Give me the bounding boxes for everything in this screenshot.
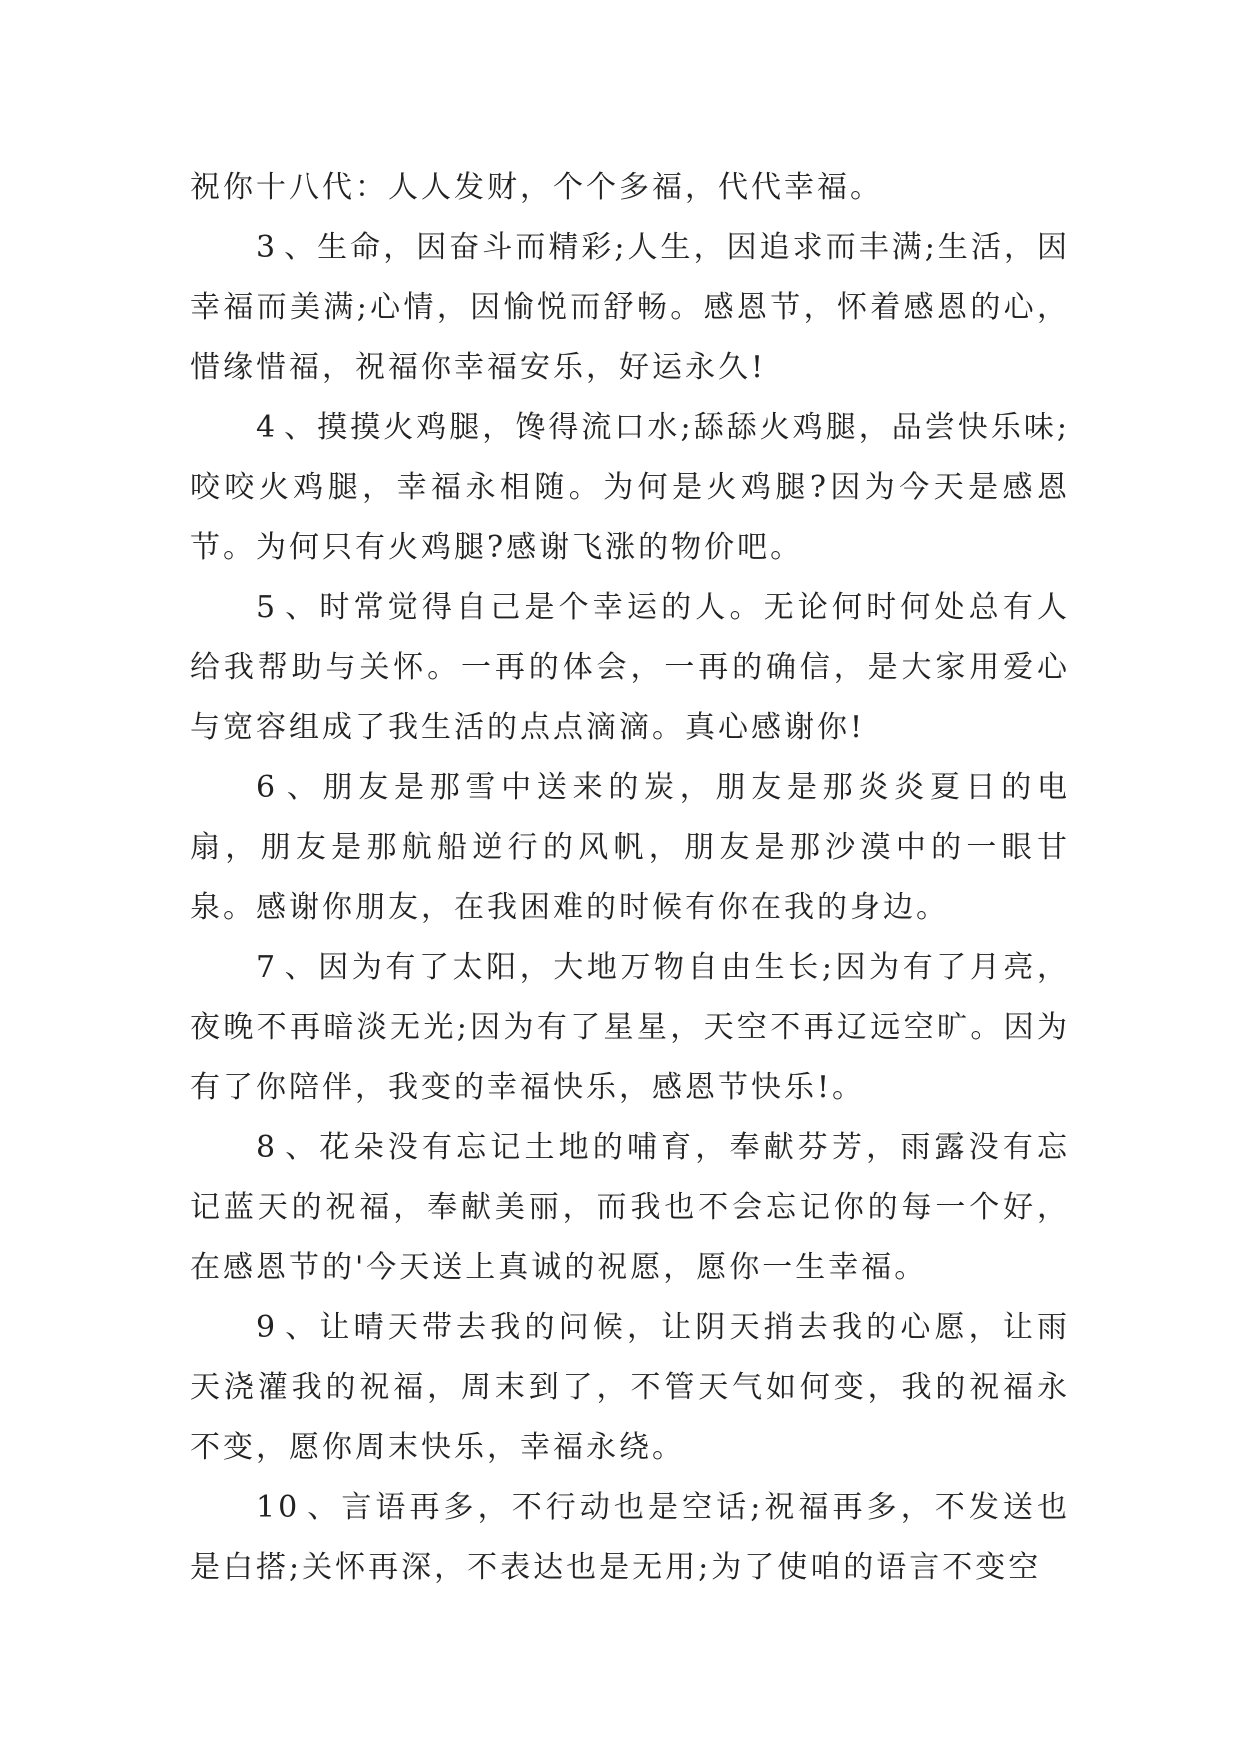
paragraph-text: 祝你十八代：人人发财，个个多福，代代幸福。 xyxy=(190,170,883,205)
paragraph-text: 、摸摸火鸡腿，馋得流口水;舔舔火鸡腿，品尝快乐味;咬咬火鸡腿，幸福永相随。为何是火鸡腿?因为今天是感恩节。为何只有火鸡腿?感谢飞涨的物价吧。 xyxy=(190,410,1070,565)
item-number: 9 xyxy=(256,1310,279,1345)
paragraph-text: 、生命，因奋斗而精彩;人生，因追求而丰满;生活，因幸福而美满;心情，因愉悦而舒畅。感恩节，怀着感恩的心，惜缘惜福，祝福你幸福安乐，好运永久! xyxy=(190,230,1070,385)
item-number: 6 xyxy=(256,770,279,805)
paragraph-text: 、让晴天带去我的问候，让阴天捎去我的心愿，让雨天浇灌我的祝福，周末到了，不管天气如何变，我的祝福永不变，愿你周末快乐，幸福永绕。 xyxy=(190,1310,1070,1465)
item-number: 5 xyxy=(256,590,279,625)
item-number: 8 xyxy=(256,1130,279,1165)
paragraph-text: 、花朵没有忘记土地的哺育，奉献芬芳，雨露没有忘记蓝天的祝福，奉献美丽，而我也不会忘记你的每一个好，在感恩节的'今天送上真诚的祝愿，愿你一生幸福。 xyxy=(190,1130,1070,1285)
paragraph-item-5 xyxy=(190,578,1070,758)
paragraph-continuation xyxy=(190,158,1070,218)
paragraph-item-3 xyxy=(190,218,1070,398)
item-number: 4 xyxy=(256,410,279,445)
paragraph-item-4 xyxy=(190,398,1070,578)
paragraph-item-7 xyxy=(190,938,1070,1118)
item-number: 7 xyxy=(256,950,279,985)
item-number: 10 xyxy=(256,1490,301,1525)
paragraph-text: 、言语再多，不行动也是空话;祝福再多，不发送也是白搭;关怀再深，不表达也是无用;为了使咱的语言不变空 xyxy=(190,1490,1070,1585)
paragraph-text: 、因为有了太阳，大地万物自由生长;因为有了月亮，夜晚不再暗淡无光;因为有了星星，天空不再辽远空旷。因为有了你陪伴，我变的幸福快乐，感恩节快乐!。 xyxy=(190,950,1070,1105)
paragraph-item-9 xyxy=(190,1298,1070,1478)
paragraph-text: 、时常觉得自己是个幸运的人。无论何时何处总有人给我帮助与关怀。一再的体会，一再的确信，是大家用爱心与宽容组成了我生活的点点滴滴。真心感谢你! xyxy=(190,590,1070,745)
document-body xyxy=(190,158,1070,1598)
item-number: 3 xyxy=(256,230,279,265)
paragraph-item-10 xyxy=(190,1478,1070,1598)
paragraph-item-6 xyxy=(190,758,1070,938)
paragraph-text: 、朋友是那雪中送来的炭，朋友是那炎炎夏日的电扇，朋友是那航船逆行的风帆，朋友是那沙漠中的一眼甘泉。感谢你朋友，在我困难的时候有你在我的身边。 xyxy=(190,770,1070,925)
paragraph-item-8 xyxy=(190,1118,1070,1298)
